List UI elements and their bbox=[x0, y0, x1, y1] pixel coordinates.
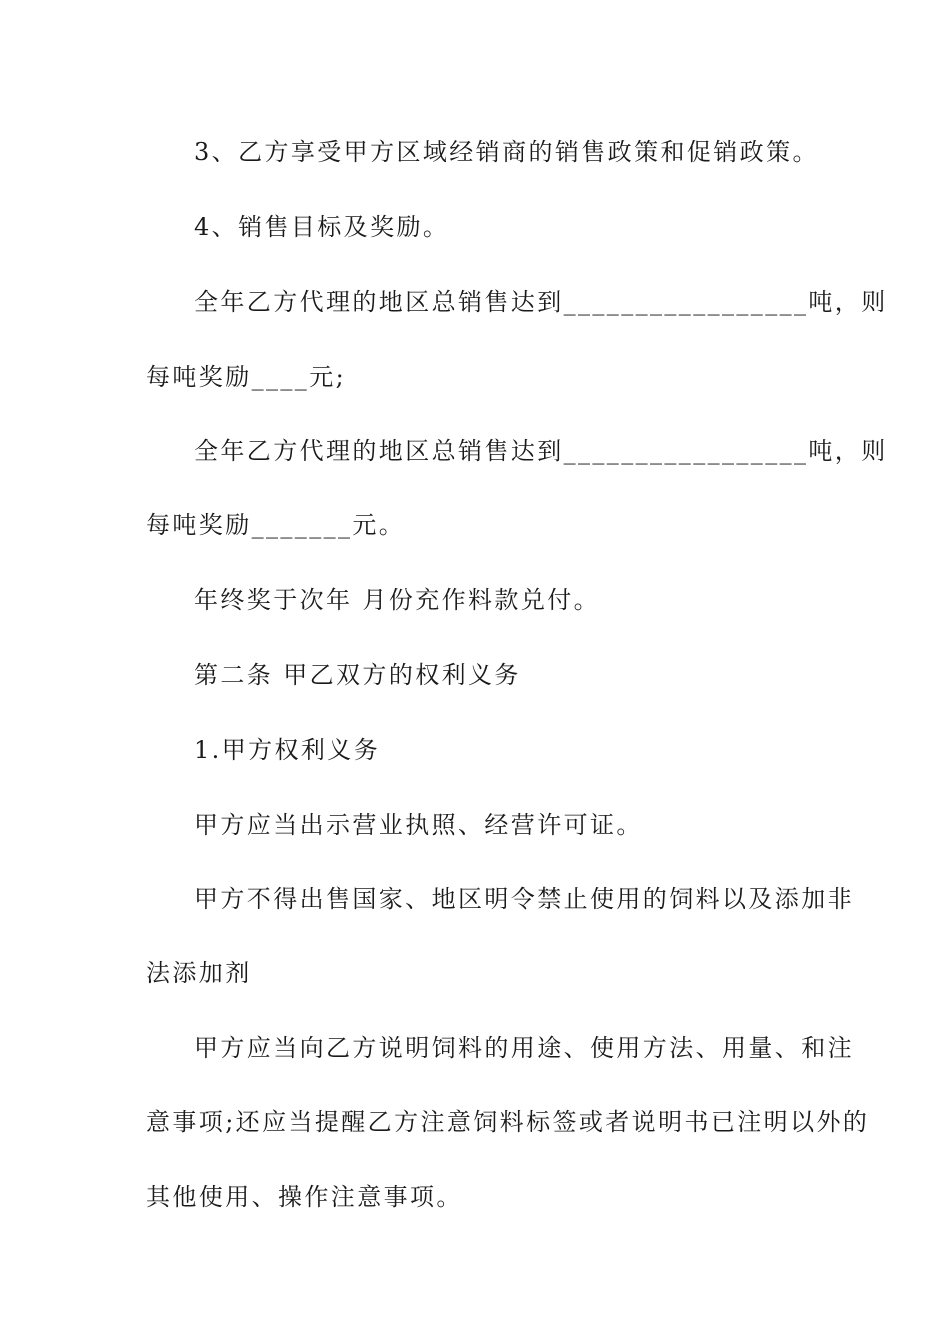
target-tier-1-line-2: 每吨奖励____元; bbox=[146, 363, 347, 391]
year-end-bonus: 年终奖于次年 月份充作料款兑付。 bbox=[194, 586, 601, 614]
party-a-explain-line-2: 意事项;还应当提醒乙方注意饲料标签或者说明书已注明以外的 bbox=[146, 1108, 870, 1136]
article-2-heading: 第二条 甲乙双方的权利义务 bbox=[194, 661, 521, 689]
clause-4-sales-target: 4、销售目标及奖励。 bbox=[194, 213, 450, 241]
target-tier-1-line-1: 全年乙方代理的地区总销售达到_________________吨，则 bbox=[194, 288, 888, 316]
clause-3-sales-policy: 3、乙方享受甲方区域经销商的销售政策和促销政策。 bbox=[194, 138, 819, 166]
party-a-rights-heading: 1.甲方权利义务 bbox=[194, 736, 381, 764]
target-tier-2-line-2: 每吨奖励_______元。 bbox=[146, 511, 406, 539]
party-a-explain-line-3: 其他使用、操作注意事项。 bbox=[146, 1183, 463, 1211]
party-a-explain-line-1: 甲方应当向乙方说明饲料的用途、使用方法、用量、和注 bbox=[194, 1034, 854, 1062]
party-a-prohibition-line-2: 法添加剂 bbox=[146, 959, 252, 987]
party-a-license-obligation: 甲方应当出示营业执照、经营许可证。 bbox=[194, 811, 643, 839]
target-tier-2-line-1: 全年乙方代理的地区总销售达到_________________吨，则 bbox=[194, 437, 888, 465]
party-a-prohibition-line-1: 甲方不得出售国家、地区明令禁止使用的饲料以及添加非 bbox=[194, 885, 854, 913]
